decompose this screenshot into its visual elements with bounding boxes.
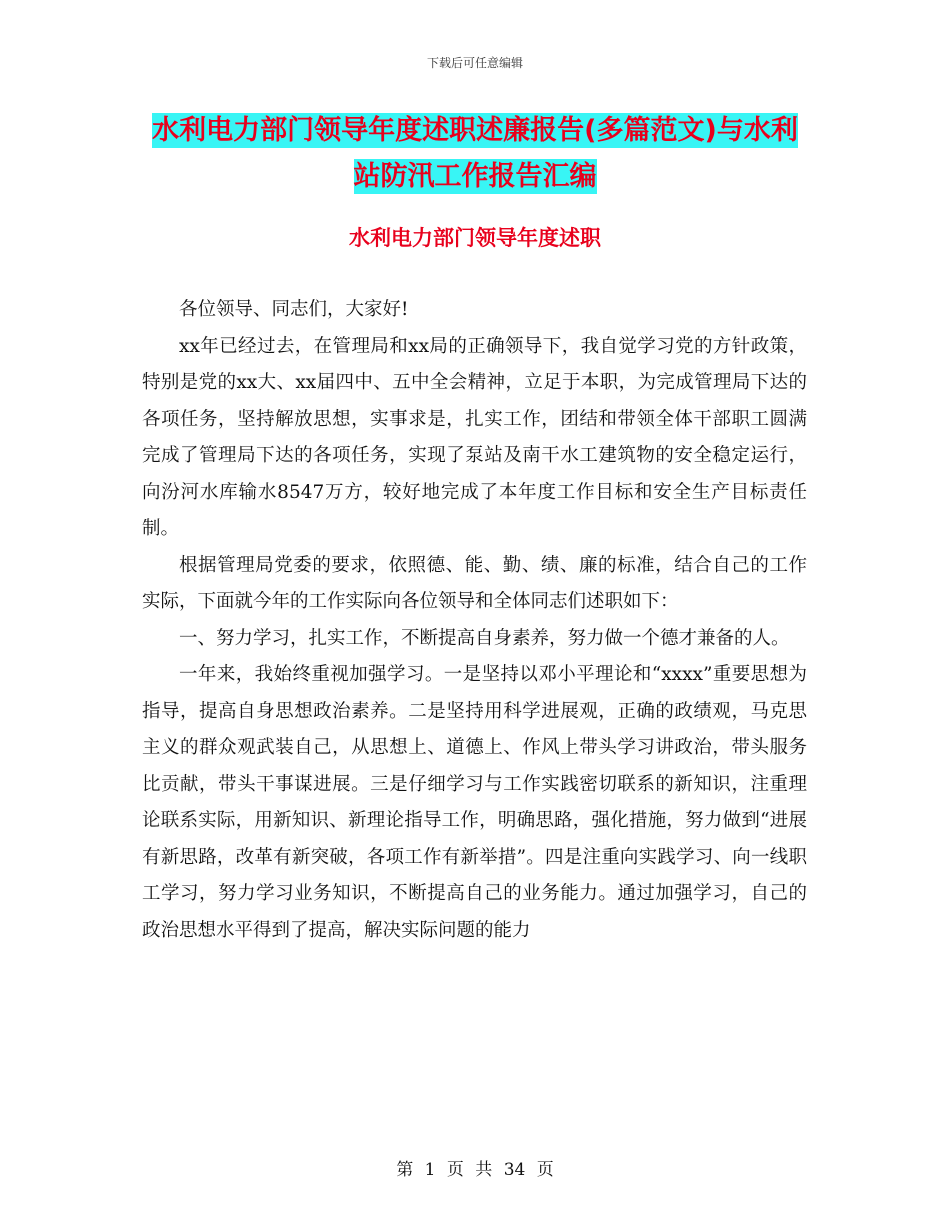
paragraph: 一、努力学习，扎实工作，不断提高自身素养，努力做一个德才兼备的人。	[179, 627, 790, 649]
paragraph: xx年已经过去，在管理局和xx局的正确领导下，我自觉学习党的方针政策，特别是党的xx大、xx届四中、五中全会精神，立足于本职，为完成管理局下达的各项任务，坚持解放思想，实事求是，扎实工作，团结和带领全体干部职工圆满完成了管理局下达的各项任务，实现了泵站及南干水工建筑物的安全稳定运行，向汾河水库输水8547万方，较好地完成了本年度工作目标和安全生产目标责任制。	[142, 335, 807, 539]
page-number: 第 1 页 共 34 页	[396, 1160, 554, 1180]
body-text	[142, 292, 807, 949]
paragraph: 一年来，我始终重视加强学习。一是坚持以邓小平理论和“xxxx”重要思想为指导，提高自身思想政治素养。二是坚持用科学进展观，正确的政绩观，马克思主义的群众观武装自己，从思想上、道德上、作风上带头学习讲政治，带头服务比贡献，带头干事谋进展。三是仔细学习与工作实践密切联系的新知识，注重理论联系实际，用新知识、新理论指导工作，明确思路，强化措施，努力做到“进展有新思路，改革有新突破，各项工作有新举措”。四是注重向实践学习、向一线职工学习，努力学习业务知识，不断提高自己的业务能力。通过加强学习，自己的政治思想水平得到了提高，解决实际问题的能力	[142, 664, 807, 941]
section-title: 水利电力部门领导年度述职	[349, 226, 601, 250]
paragraph: 根据管理局党委的要求，依照德、能、勤、绩、廉的标准，结合自己的工作实际，下面就今年的工作实际向各位领导和全体同志们述职如下：	[142, 554, 807, 612]
document-title	[145, 108, 805, 200]
document-title-text: 水利电力部门领导年度述职述廉报告(多篇范文)与水利站防汛工作报告汇编	[152, 115, 798, 192]
header-note: 下载后可任意编辑	[426, 56, 523, 70]
paragraph: 各位领导、同志们，大家好!	[179, 299, 409, 320]
